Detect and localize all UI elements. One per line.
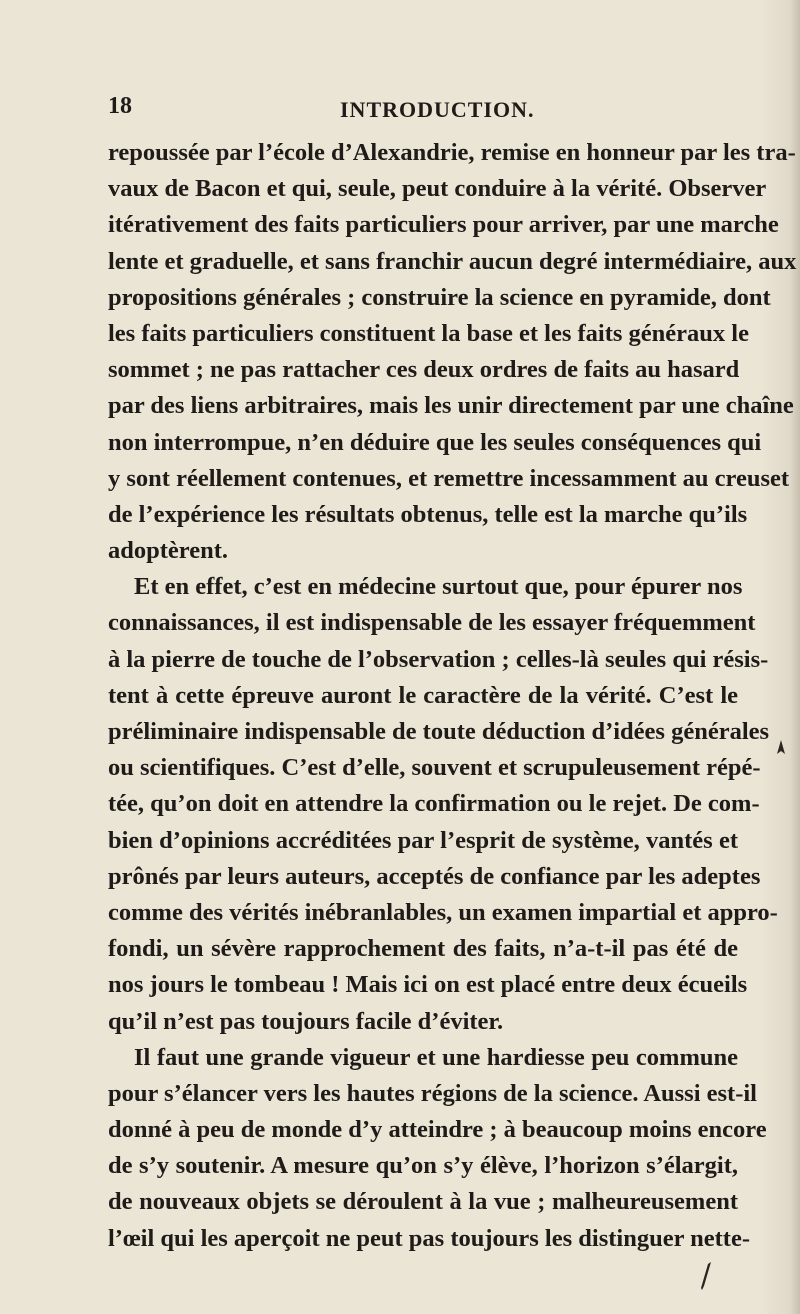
text-line-paragraph-end: adoptèrent. [108,537,228,565]
body-text [108,135,797,1257]
text-line: fondi, un sévère rapprochement des faits, n’a-t-il pas été de [108,935,738,963]
page-number: 18 [108,93,132,119]
ink-speck-icon [700,1262,712,1292]
text-line: ou scientifiques. C’est d’elle, souvent et scrupuleusement répé- [108,754,761,782]
text-line: les faits particuliers constituent la base et les faits généraux le [108,319,749,347]
text-line: repoussée par l’école d’Alexandrie, remise en honneur par les tra- [108,139,796,166]
text-line: non interrompue, n’en déduire que les seules conséquences qui [108,428,762,456]
text-line: tée, qu’on doit en attendre la confirmation ou le rejet. De com- [108,790,760,818]
text-line: comme des vérités inébranlables, un examen impartial et appro- [108,898,778,926]
text-line: y sont réellement contenues, et remettre incessamment au creuset [108,464,790,492]
text-line: de l’expérience les résultats obtenus, telle est la marche qu’ils [108,500,748,528]
text-line: de nouveaux objets se déroulent à la vue ; malheureusement [108,1188,738,1216]
text-line-paragraph-start: Et en effet, c’est en médecine surtout que, pour épurer nos [134,573,743,601]
text-line: connaissances, il est indispensable de les essayer fréquemment [108,609,756,637]
text-line-paragraph-start: Il faut une grande vigueur et une hardiesse peu commune [134,1043,738,1071]
text-line: prônés par leurs auteurs, acceptés de confiance par les adeptes [108,862,761,890]
text-line: l’œil qui les aperçoit ne peut pas toujours les distinguer nette- [108,1224,750,1252]
text-line: sommet ; ne pas rattacher ces deux ordres de faits au hasard [108,356,740,384]
text-line: préliminaire indispensable de toute déduction d’idées générales [108,718,770,745]
running-title: INTRODUCTION. [340,97,535,122]
text-line: nos jours le tombeau ! Mais ici on est placé entre deux écueils [108,971,748,999]
text-line: de s’y soutenir. A mesure qu’on s’y élève, l’horizon s’élargit, [108,1152,738,1180]
text-line: par des liens arbitraires, mais les unir directement par une chaîne [108,392,794,420]
text-line: itérativement des faits particuliers pour arriver, par une marche [108,211,779,239]
running-head [108,93,708,133]
text-line: à la pierre de touche de l’observation ; celles-là seules qui résis- [108,645,769,673]
ink-speck-icon [776,740,786,756]
text-line: pour s’élancer vers les hautes régions de la science. Aussi est-il [108,1079,757,1107]
text-line: bien d’opinions accréditées par l’esprit de système, vantés et [108,826,738,854]
text-line: vaux de Bacon et qui, seule, peut conduire à la vérité. Observer [108,175,767,203]
text-line: propositions générales ; construire la science en pyramide, dont [108,283,771,311]
text-line: tent à cette épreuve auront le caractère de la vérité. C’est le [108,681,738,709]
text-line: donné à peu de monde d’y atteindre ; à beaucoup moins encore [108,1116,767,1144]
text-line: lente et graduelle, et sans franchir aucun degré intermédiaire, aux [108,247,797,275]
text-line-paragraph-end: qu’il n’est pas toujours facile d’éviter. [108,1007,504,1035]
